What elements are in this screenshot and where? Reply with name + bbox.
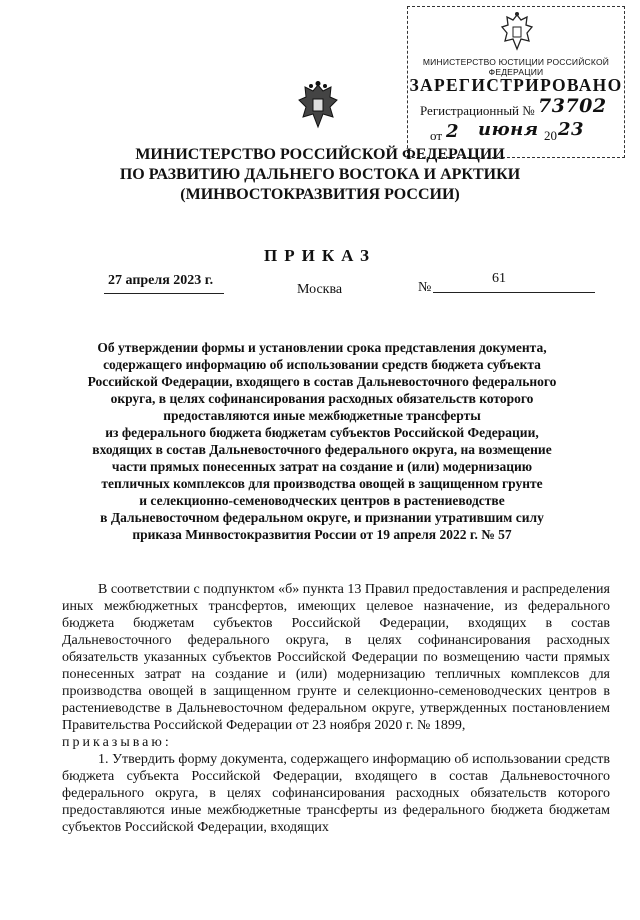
subject-line: в Дальневосточном федеральном округе, и признании утратившим силу: [100, 510, 544, 525]
date-underline: [104, 293, 224, 294]
body-paragraph-1: В соответствии с подпунктом «б» пункта 13 Правил предоставления и распределения иных межбюджетных трансфертов, имеющих целевое назначение, из федерального бюджета бюджетам субъектов Российской Федерации, входящих в состав Дальневосточного федерального округа, в целях софинансирования расходных обязательств указанных субъектов Российской Федерации по возмещению части прямых понесенных затрат на создание и (или) модернизацию тепличных комплексов для производства овощей в защищенном грунте и селекционно-семеноводческих центров в растениеводстве в Дальневосточном федеральном округе, утвержденных постановлением Правительства Российской Федерации от 23 ноября 2020 г. № 1899,: [62, 582, 610, 733]
subject-line: тепличных комплексов для производства овощей в защищенном грунте: [101, 476, 543, 491]
coat-of-arms-icon: [296, 80, 340, 130]
subject-line: приказа Минвостокразвития России от 19 апреля 2022 г. № 57: [132, 527, 512, 542]
order-body: [62, 581, 610, 836]
order-subject: [62, 339, 582, 543]
order-number-sign: №: [418, 280, 432, 295]
coat-of-arms-icon: [499, 11, 535, 53]
order-date: 27 апреля 2023 г.: [108, 273, 214, 288]
subject-line: содержащего информацию об использовании средств бюджета субъекта: [103, 357, 541, 372]
order-number: 61: [492, 271, 506, 286]
number-underline: [433, 292, 595, 293]
ministry-title: [0, 145, 640, 205]
subject-line: части прямых понесенных затрат на создание и (или) модернизацию: [111, 459, 533, 474]
subject-line: и селекционно-семеноводческих центров в растениеводстве: [139, 493, 505, 508]
stamp-reg-number-label: Регистрационный №: [420, 103, 535, 118]
stamp-year-printed: 20: [544, 128, 557, 143]
ministry-line-1: МИНИСТЕРСТВО РОССИЙСКОЙ ФЕДЕРАЦИИ: [135, 146, 505, 163]
subject-line: округа, в целях софинансирования расходных обязательств которого: [110, 391, 534, 406]
ministry-line-2: ПО РАЗВИТИЮ ДАЛЬНЕГО ВОСТОКА И АРКТИКИ: [119, 166, 521, 183]
stamp-date-prefix: от: [430, 128, 443, 143]
body-paragraph-2: 1. Утвердить форму документа, содержащего информацию об использовании средств бюджета субъекта Российской Федерации, входящего в состав Дальневосточного федерального округа, в целях софинансирования расходных обязательств которого предоставляются иные межбюджетные трансферты из федерального бюджета бюджетам субъектов Российской Федерации, входящих: [62, 752, 610, 835]
order-title: ПРИКАЗ: [264, 246, 376, 265]
stamp-ministry: МИНИСТЕРСТВО ЮСТИЦИИ РОССИЙСКОЙ ФЕДЕРАЦИИ: [422, 57, 610, 77]
stamp-date-day: 2: [446, 121, 460, 142]
ministry-line-3: (МИНВОСТОКРАЗВИТИЯ РОССИИ): [180, 186, 460, 203]
subject-line: предоставляются иные межбюджетные трансферты: [163, 408, 481, 423]
subject-line: Об утверждении формы и установлении срока представления документа,: [97, 340, 547, 355]
stamp-date-month: июня: [478, 119, 539, 140]
stamp-registered: ЗАРЕГИСТРИРОВАНО: [409, 75, 623, 95]
subject-line: Российской Федерации, входящего в состав Дальневосточного федерального: [87, 374, 557, 389]
order-verb: приказываю:: [62, 735, 172, 750]
stamp-reg-number: 73702: [538, 95, 607, 117]
registration-stamp: [407, 6, 625, 158]
stamp-date-year: 23: [558, 119, 585, 140]
subject-line: из федерального бюджета бюджетам субъектов Российской Федерации,: [105, 425, 539, 440]
subject-line: входящих в состав Дальневосточного федерального округа, на возмещение: [92, 442, 552, 457]
order-city: Москва: [297, 282, 343, 297]
